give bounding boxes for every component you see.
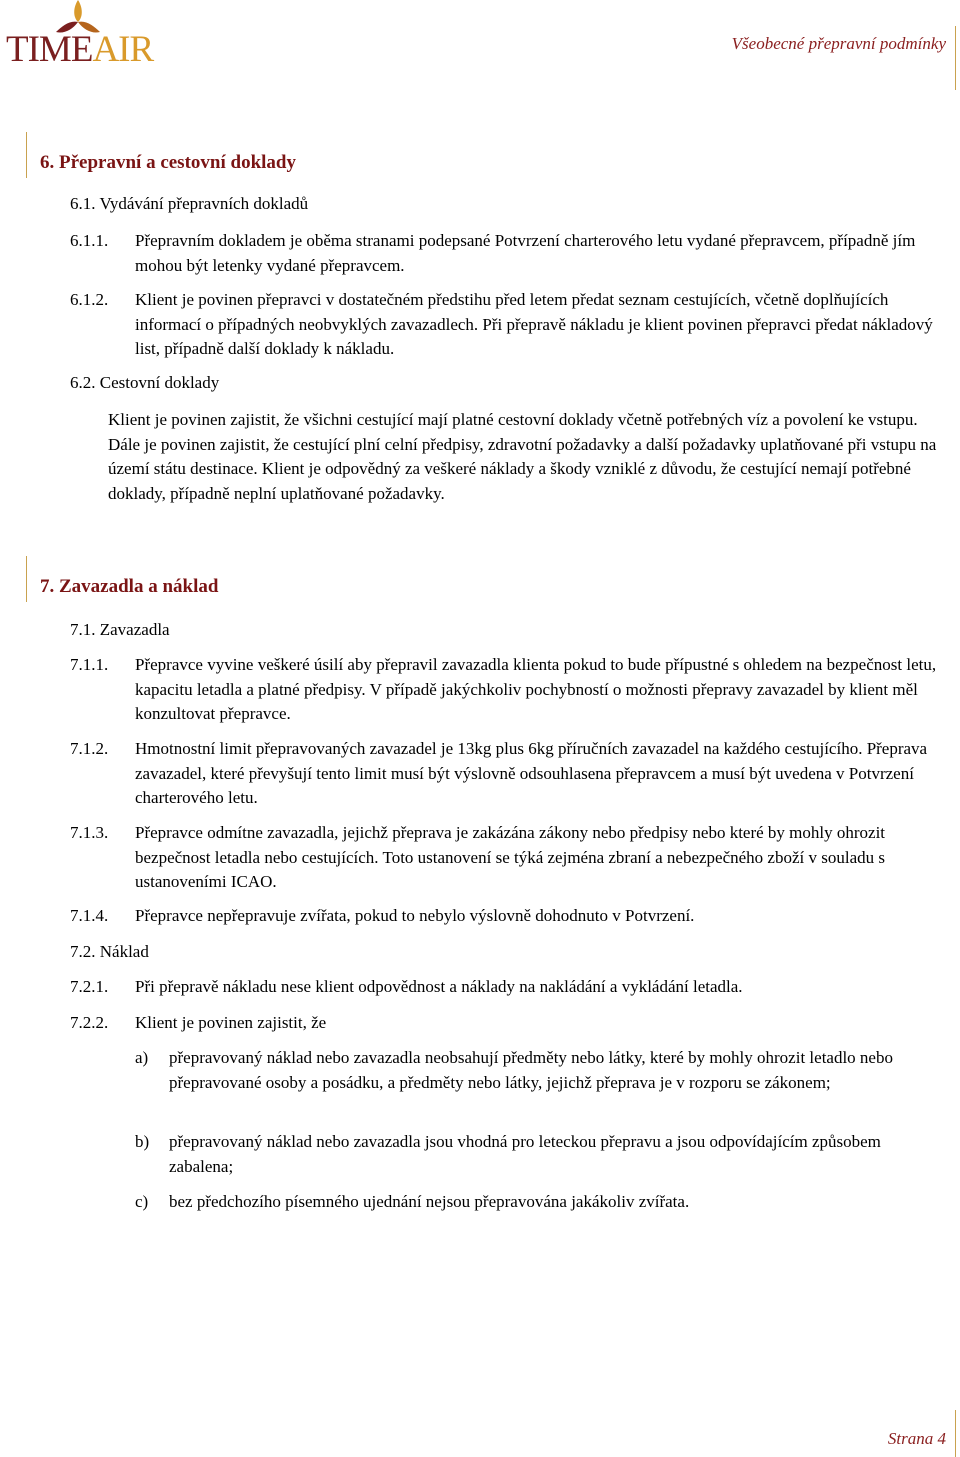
- list-item: přepravovaný náklad nebo zavazadla neobsahují předměty nebo látky, které by mohly ohrozit letadlo nebo přepravované osoby a posádku, a předměty nebo látky, jejichž přeprava je v rozporu se zákonem;: [169, 1048, 893, 1092]
- section-7-heading: 7. Zavazadla a náklad: [40, 576, 219, 597]
- list-item-label: b): [135, 1132, 150, 1151]
- section-7-1-heading: [70, 618, 170, 642]
- section-number: 6.2.: [70, 373, 96, 392]
- logo-time-text: TIME: [6, 29, 93, 70]
- list-item: přepravovaný náklad nebo zavazadla jsou vhodná pro leteckou přepravu a jsou odpovídajícím způsobem zabalena;: [169, 1132, 881, 1176]
- section-6-heading: 6. Přepravní a cestovní doklady: [40, 152, 296, 173]
- section-6-2-text: Klient je povinen zajistit, že všichni cestující mají platné cestovní doklady včetně potřebných víz a povolení ke vstupu. Dále je povinen zajistit, že cestující plní celní předpisy, zdravotní požadavky a další požadavky uplatňované při vstupu na území státu destinace. Klient je odpovědný za veškeré náklady a škody vzniklé z důvodu, že cestující nemají potřebné doklady, případně neplní uplatňované požadavky.: [108, 410, 937, 503]
- clause-number-7-1-4: 7.1.4.: [70, 906, 109, 925]
- section-6-1-heading: [70, 192, 308, 216]
- section-title: Náklad: [99, 942, 149, 961]
- clause-6-1-2-text: Klient je povinen přepravci v dostatečném předstihu před letem předat seznam cestujících, včetně doplňujících informací o případných neobvyklých zavazadlech. Při přepravě nákladu je klient povinen přepravci předat nákladový list, případně další doklady k nákladu.: [135, 290, 933, 358]
- clause-number-7-2-2: 7.2.2.: [70, 1013, 109, 1032]
- logo-wordmark: [6, 30, 153, 70]
- clause-7-1-3-text: Přepravce odmítne zavazadla, jejichž přeprava je zakázána zákony nebo předpisy nebo které by mohly ohrozit bezpečnost letadla nebo cestujících. Toto ustanovení se týká zejména zbraní a nebezpečného zboží v souladu s ustanoveními ICAO.: [135, 823, 886, 891]
- clause-number-7-1-1: 7.1.1.: [70, 655, 109, 674]
- section-number: 7.2.: [70, 942, 96, 961]
- section-title: Cestovní doklady: [99, 373, 220, 392]
- list-item-label: a): [135, 1048, 149, 1067]
- section-title: Zavazadla: [99, 620, 170, 639]
- clause-number-7-1-2: 7.1.2.: [70, 739, 109, 758]
- document-title: Všeobecné přepravní podmínky: [731, 34, 946, 53]
- header-divider: [955, 26, 956, 90]
- section-title: Vydávání přepravních dokladů: [99, 194, 309, 213]
- logo-air-text: AIR: [92, 29, 154, 70]
- clause-7-1-1-text: Přepravce vyvine veškeré úsilí aby přepravil zavazadla klienta pokud to bude přípustné s ohledem na bezpečnost letu, kapacitu letadla a platné předpisy. V případě jakýchkoliv pochybností o možnosti přepravy zavazadel by klient měl konzultovat přepravce.: [135, 655, 937, 723]
- page-number: Strana 4: [887, 1429, 946, 1448]
- section-number: 6.1.: [70, 194, 96, 213]
- clause-number-6-1-1: 6.1.1.: [70, 231, 109, 250]
- clause-7-1-4-text: Přepravce nepřepravuje zvířata, pokud to nebylo výslovně dohodnuto v Potvrzení.: [135, 906, 695, 925]
- timeair-logo: [6, 0, 154, 72]
- section-number: 7.1.: [70, 620, 96, 639]
- section-6-marker: [26, 132, 27, 178]
- clause-6-1-1-text: Přepravním dokladem je oběma stranami podepsané Potvrzení charterového letu vydané přepravcem, případně jím mohou být letenky vydané přepravcem.: [135, 231, 916, 275]
- section-7-2-heading: [70, 940, 149, 964]
- clause-number-7-1-3: 7.1.3.: [70, 823, 109, 842]
- clause-number-7-2-1: 7.2.1.: [70, 977, 109, 996]
- section-7-marker: [26, 556, 27, 602]
- list-item: bez předchozího písemného ujednání nejsou přepravována jakákoliv zvířata.: [169, 1192, 690, 1211]
- footer-divider: [955, 1410, 956, 1457]
- clause-7-2-2-text: Klient je povinen zajistit, že: [135, 1013, 327, 1032]
- clause-7-1-2-text: Hmotnostní limit přepravovaných zavazadel je 13kg plus 6kg příručních zavazadel na každého cestujícího. Přeprava zavazadel, které převyšují tento limit musí být výslovně odsouhlasena přepravcem a musí být uvedena v Potvrzení charterového letu.: [135, 739, 928, 807]
- list-item-label: c): [135, 1192, 149, 1211]
- section-6-2-heading: [70, 371, 219, 395]
- clause-number-6-1-2: 6.1.2.: [70, 290, 109, 309]
- clause-7-2-1-text: Při přepravě nákladu nese klient odpovědnost a náklady na nakládání a vykládání letadla.: [135, 977, 743, 996]
